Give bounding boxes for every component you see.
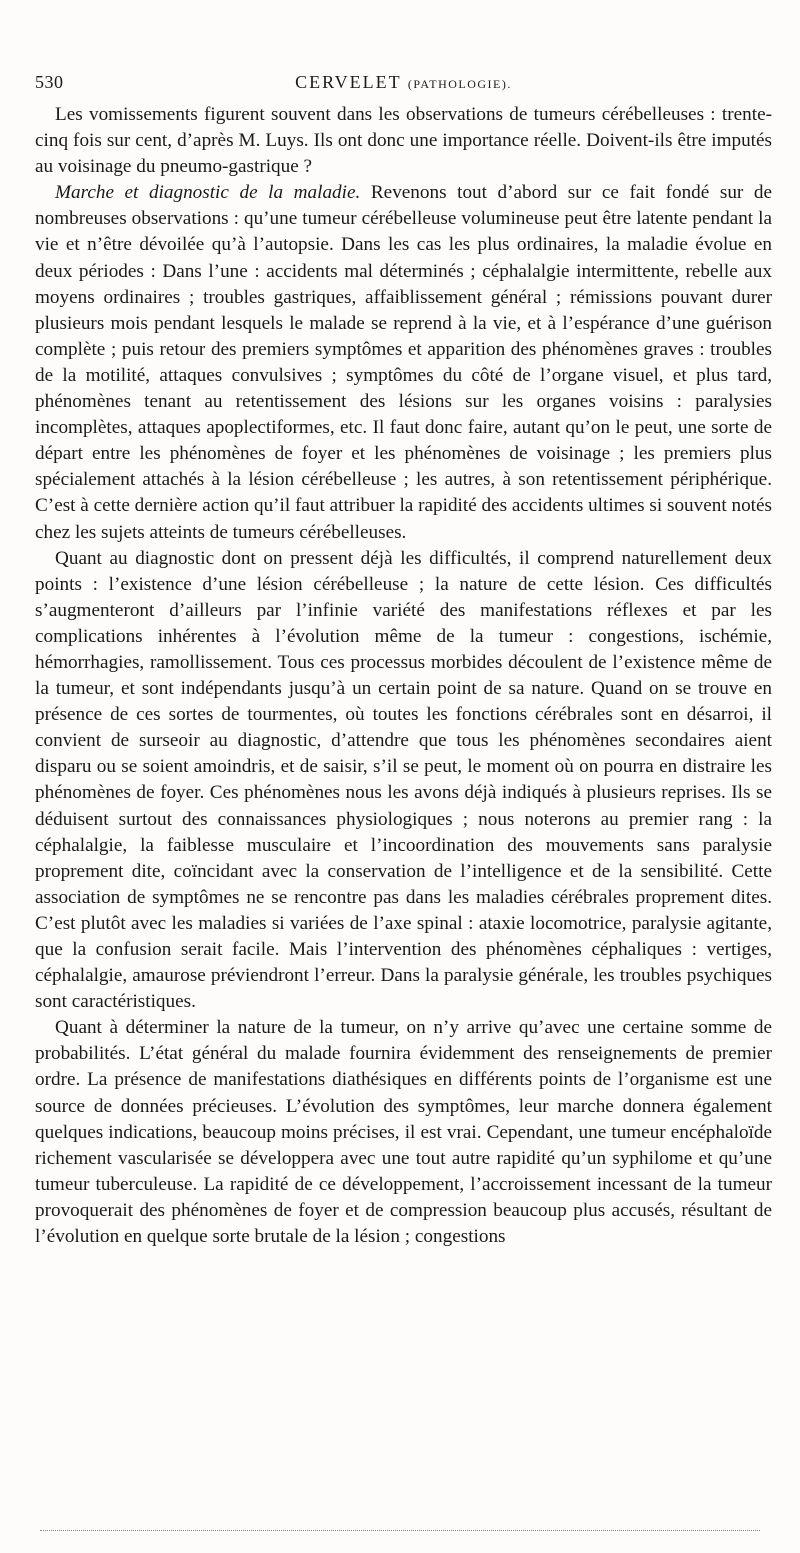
running-title-sub: (PATHOLOGIE).	[407, 77, 512, 91]
paragraph-3	[35, 546, 772, 1016]
paragraph-2	[35, 180, 772, 545]
page-number: 530	[35, 72, 64, 92]
paragraph-4	[35, 1015, 772, 1250]
running-title-main: CERVELET	[295, 72, 402, 92]
body-text	[35, 102, 772, 1250]
paragraph-text: Revenons tout d’abord sur ce fait fondé sur de nombreuses observations : qu’une tumeur cérébelleuse volumineuse peut être latente pendant la vie et n’être dévoilée qu’à l’autopsie. Dans les cas les plus ordinaires, la maladie évolue en deux périodes : Dans l’une : accidents mal déterminés ; céphalalgie intermittente, rebelle aux moyens ordinaires ; troubles gastriques, affaiblissement général ; rémissions pouvant durer plusieurs mois pendant lesquels le malade se reprend à la vie, et à l’espérance d’une guérison complète ; puis retour des premiers symptômes et apparition des phénomènes graves : troubles de la motilité, attaques convulsives ; symptômes du côté de l’organe visuel, et plus tard, phénomènes tenant au retentissement des lésions sur les organes voisins : paralysies incomplètes, attaques apoplectiformes, etc. Il faut donc faire, autant qu’on le peut, une sorte de départ entre les phénomènes de foyer et les phénomènes de voisinage ; les premiers plus spécialement attachés à la lésion cérébelleuse ; les autres, à son retentissement périphérique. C’est à cette dernière action qu’il faut attribuer la rapidité des accidents ultimes si souvent notés chez les sujets atteints de tumeurs cérébelleuses.	[35, 182, 772, 543]
paragraph-1	[35, 102, 772, 180]
paragraph-text: Quant à déterminer la nature de la tumeur, on n’y arrive qu’avec une certaine somme de probabilités. L’état général du malade fournira évidemment des renseignements de premier ordre. La présence de manifestations diathésiques en différents points de l’organisme est une source de données précieuses. L’évolution des symptômes, leur marche donnera également quelques indications, beaucoup moins précises, il est vrai. Cependant, une tumeur encéphaloïde richement vascularisée se développera avec une tout autre rapidité qu’un syphilome et qu’une tumeur tuberculeuse. La rapidité de ce développement, l’accroissement incessant de la tumeur provoquerait des phénomènes de foyer et de compression beaucoup plus accusés, résultant de l’évolution en quelque sorte brutale de la lésion ; congestions	[35, 1017, 772, 1248]
paragraph-text: Les vomissements figurent souvent dans les observations de tumeurs cérébelleuses : trente-cinq fois sur cent, d’après M. Luys. Ils ont donc une importance réelle. Doivent-ils être imputés au voisinage du pneumo-gastrique ?	[35, 104, 772, 178]
bottom-dotted-rule	[40, 1530, 760, 1531]
section-heading: Marche et diagnostic de la maladie.	[55, 182, 361, 204]
paragraph-text: Quant au diagnostic dont on pressent déjà les difficultés, il comprend naturellement deux points : l’existence d’une lésion cérébelleuse ; la nature de cette lésion. Ces difficultés s’augmenteront d’ailleurs par l’infinie variété des manifestations réflexes et par les complications inhérentes à l’évolution même de la tumeur : congestions, ischémie, hémorrhagies, ramollissement. Tous ces processus morbides découlent de l’existence même de la tumeur, et sont indépendants jusqu’à un certain point de sa nature. Quand on se trouve en présence de ces sortes de tourmentes, où toutes les fonctions cérébrales sont en désarroi, il convient de surseoir au diagnostic, d’attendre que tous les phénomènes secondaires aient disparu ou se soient amoindris, et de saisir, s’il se peut, le moment où on pourra en distraire les phénomènes de foyer. Ces phénomènes nous les avons déjà indiqués à plusieurs reprises. Ils se déduisent surtout des connaissances physiologiques ; nous noterons au premier rang : la céphalalgie, la faiblesse musculaire et l’incoordination des mouvements sans paralysie proprement dite, coïncidant avec la conservation de l’intelligence et de la sensibilité. Cette association de symptômes ne se rencontre pas dans les maladies cérébrales proprement dites. C’est plutôt avec les maladies si variées de l’axe spinal : ataxie locomotrice, paralysie agitante, que la confusion serait facile. Mais l’intervention des phénomènes céphaliques : vertiges, céphalalgie, amaurose préviendront l’erreur. Dans la paralysie générale, les troubles psychiques sont caractéristiques.	[35, 547, 772, 1013]
running-header	[35, 68, 772, 102]
running-title	[35, 72, 772, 93]
